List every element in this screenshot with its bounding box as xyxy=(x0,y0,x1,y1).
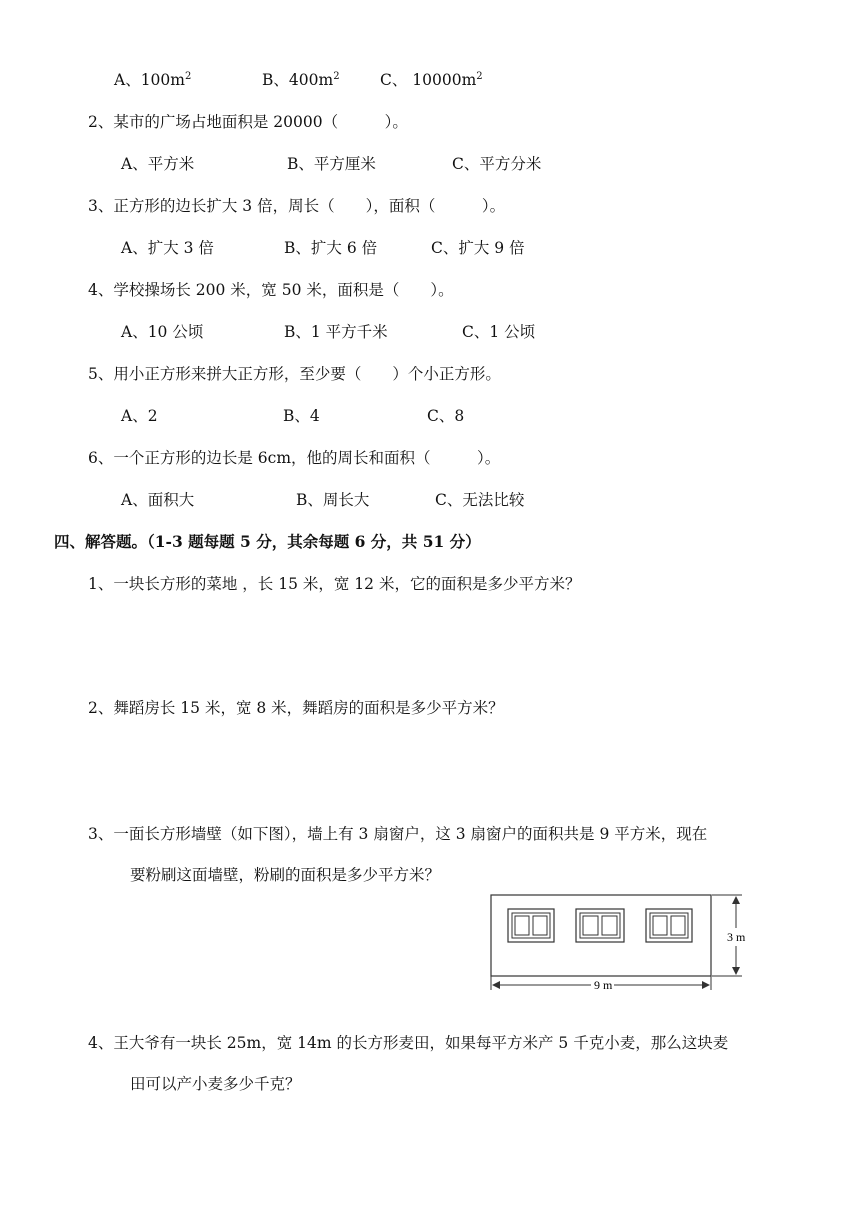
window-2 xyxy=(576,909,624,942)
q2-option-b: B、平方厘米 xyxy=(287,155,376,173)
section-heading: 四、解答题。（1-3 题每题 5 分，其余每题 6 分，共 51 分） xyxy=(54,532,481,551)
window-3 xyxy=(646,909,692,942)
height-label: 3 m xyxy=(727,930,746,944)
q2-text: 2、某市的广场占地面积是 20000（ ）。 xyxy=(88,113,408,131)
q4-option-c: C、1 公顷 xyxy=(462,323,536,341)
q3-option-a: A、扩大 3 倍 xyxy=(121,239,214,257)
q4-text: 4、学校操场长 200 米，宽 50 米，面积是（ ）。 xyxy=(88,281,454,299)
q5-text: 5、用小正方形来拼大正方形，至少要（ ）个小正方形。 xyxy=(88,365,501,383)
problem-3-line1: 3、一面长方形墙壁（如下图），墙上有 3 扇窗户，这 3 扇窗户的面积共是 9 平方米，现在 xyxy=(88,825,708,843)
width-label: 9 m xyxy=(594,978,613,992)
q2-option-c: C、平方分米 xyxy=(452,155,542,173)
problem-1-text: 1、一块长方形的菜地 ，长 15 米，宽 12 米，它的面积是多少平方米？ xyxy=(88,575,581,593)
q1-option-b: B、$400m^2$ xyxy=(262,70,340,89)
q6-option-c: C、无法比较 xyxy=(435,491,525,509)
q4-option-a: A、10 公顷 xyxy=(121,323,204,341)
q4-option-b: B、1 平方千米 xyxy=(284,323,388,341)
problem-3-line2: 要粉刷这面墙壁，粉刷的面积是多少平方米？ xyxy=(130,866,441,884)
problem-4-line1: 4、王大爷有一块长 25m，宽 14m 的长方形麦田，如果每平方米产 5 千克小麦，那么这块麦 xyxy=(88,1034,729,1052)
wall-diagram xyxy=(486,890,758,994)
q3-option-c: C、扩大 9 倍 xyxy=(431,239,525,257)
q5-option-c: C、8 xyxy=(427,407,465,425)
problem-2-text: 2、舞蹈房长 15 米，宽 8 米，舞蹈房的面积是多少平方米？ xyxy=(88,699,504,717)
problem-4-line2: 田可以产小麦多少千克？ xyxy=(130,1075,301,1093)
q3-text: 3、正方形的边长扩大 3 倍，周长（ ），面积（ ）。 xyxy=(88,197,506,215)
q6-option-b: B、周长大 xyxy=(296,491,370,509)
q1-option-a: A、$100m^2$ xyxy=(114,70,192,89)
q5-option-b: B、4 xyxy=(283,407,320,425)
q5-option-a: A、2 xyxy=(121,407,158,425)
q6-option-a: A、面积大 xyxy=(121,491,195,509)
window-1 xyxy=(508,909,554,942)
q3-option-b: B、扩大 6 倍 xyxy=(284,239,378,257)
q1-option-c: C、 $10000m^2$ xyxy=(380,70,483,89)
q6-text: 6、一个正方形的边长是 6cm，他的周长和面积（ ）。 xyxy=(88,449,501,467)
q2-option-a: A、平方米 xyxy=(121,155,195,173)
